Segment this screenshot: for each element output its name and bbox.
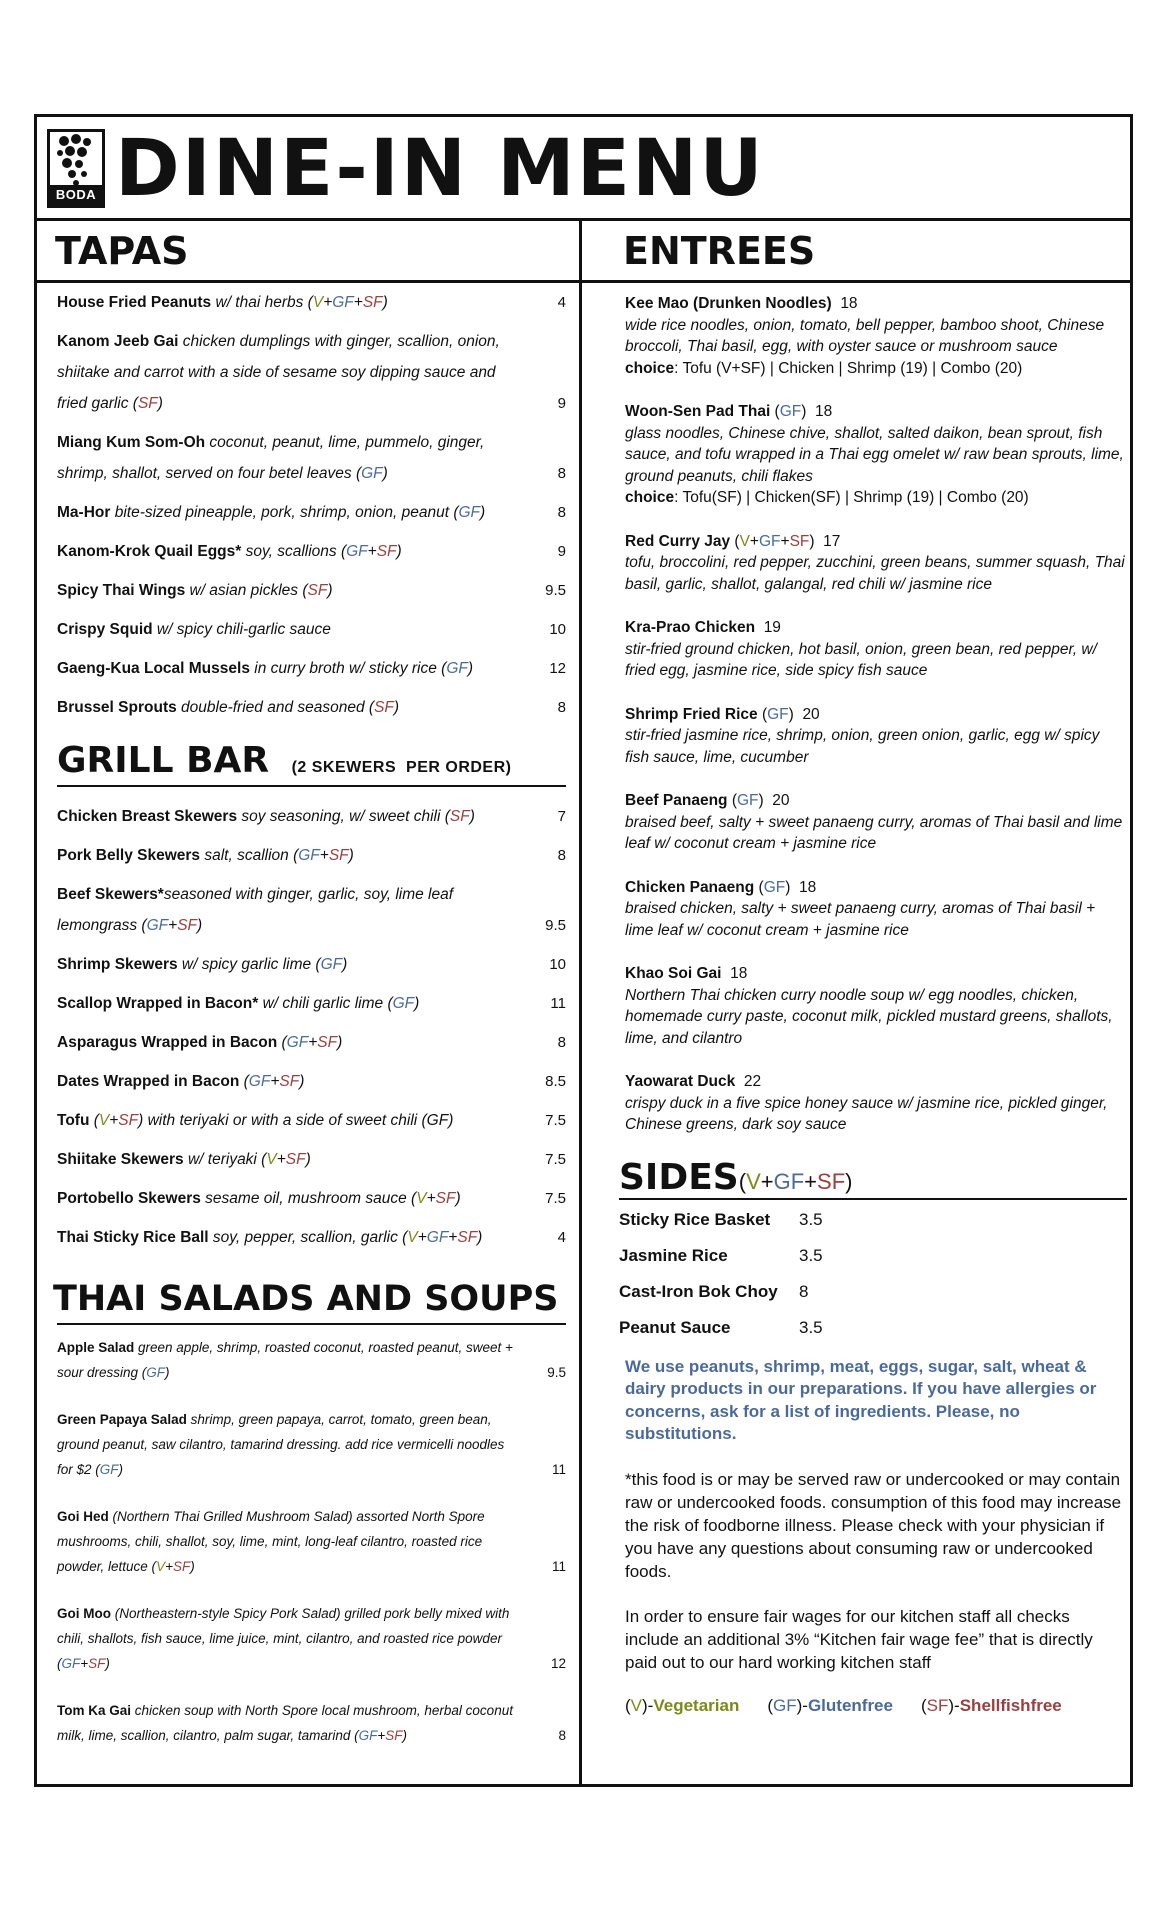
- tag-separator: +: [367, 543, 377, 560]
- tapas-item: [57, 575, 566, 606]
- item-description: soy, scallions (GF+SF): [241, 543, 402, 560]
- grill-list: [57, 801, 566, 1253]
- item-name: Woon-Sen Pad Thai: [625, 403, 771, 420]
- item-description: double-fried and seasoned (SF): [176, 699, 400, 716]
- item-price: 11: [550, 995, 566, 1012]
- item-price: 9.5: [545, 917, 566, 934]
- menu-header: [37, 117, 1130, 221]
- item-price: 9: [557, 395, 566, 412]
- diet-tag-sf: SF: [457, 1229, 478, 1246]
- item-name: Chicken Panaeng: [625, 878, 755, 896]
- item-description: Northern Thai chicken curry noodle soup w/ egg noodles, chicken, homemade curry paste, coconut milk, pickled mustard greens, shallots, lime, and cilantro: [625, 986, 1113, 1047]
- entree-title-line: [625, 1071, 1125, 1093]
- diet-tag-sf: SF: [307, 582, 328, 599]
- item-price: 11: [551, 1559, 566, 1574]
- diet-tag-sf: SF: [328, 847, 349, 864]
- item-price: 22: [735, 1073, 762, 1090]
- grill-heading-row: [57, 741, 566, 787]
- side-item: [619, 1310, 1125, 1346]
- choice-label: choice: [625, 359, 675, 377]
- item-name: Apple Salad: [57, 1340, 135, 1355]
- item-price: 8.5: [545, 1073, 566, 1090]
- tapas-heading: TAPAS: [55, 229, 189, 273]
- item-price: 3.5: [799, 1317, 823, 1337]
- grill-item: [57, 1105, 566, 1136]
- diet-tag-v: V: [416, 1190, 427, 1207]
- item-price: 8: [557, 504, 566, 521]
- tag-separator: +: [109, 1112, 119, 1129]
- diet-tag-gf: GF: [361, 465, 383, 482]
- item-name: Tom Ka Gai: [57, 1703, 132, 1718]
- tapas-item: [57, 326, 566, 419]
- legend-label: Shellfishfree: [959, 1695, 1062, 1715]
- diet-tag-v: V: [266, 1151, 277, 1168]
- side-item: [619, 1238, 1125, 1274]
- diet-tag-gf: GF: [146, 1365, 166, 1380]
- grill-item: [57, 879, 566, 941]
- item-description: w/ chili garlic lime (GF): [258, 995, 420, 1012]
- item-price: 10: [549, 956, 566, 973]
- item-name: Spicy Thai Wings: [57, 582, 186, 599]
- item-name: Kra-Prao Chicken: [625, 619, 756, 636]
- entree-item: [625, 1071, 1125, 1136]
- item-name: Shrimp Skewers: [57, 956, 178, 973]
- entree-title-line: [625, 790, 1125, 812]
- item-price: 18: [790, 878, 817, 896]
- item-description: salt, scallion (GF+SF): [200, 847, 354, 864]
- diet-tag-gf: GF: [99, 1462, 119, 1477]
- salad-item: [57, 1698, 566, 1748]
- wage-notice: In order to ensure fair wages for our kitchen staff all checks include an additional 3% “Kitchen fair wage fee” that is directly paid out to our hard working kitchen staff: [625, 1606, 1093, 1672]
- diet-tag-sf: SF: [177, 917, 197, 934]
- tapas-list: [57, 287, 566, 723]
- legend-item: (GF)-Glutenfree: [767, 1695, 893, 1715]
- entree-item: [625, 531, 1125, 596]
- item-name: Red Curry Jay: [625, 532, 731, 550]
- diet-tag-v: V: [739, 532, 750, 550]
- item-name: Beef Skewers*: [57, 886, 164, 903]
- item-description: wide rice noodles, onion, tomato, bell pepper, bamboo shoot, Chinese broccoli, Thai basil, egg, with oyster sauce or mushroom sauce: [625, 316, 1105, 355]
- diet-tag-gf: GF: [426, 1229, 449, 1246]
- item-name: Gaeng-Kua Local Mussels: [57, 660, 250, 677]
- item-description: braised chicken, salty + sweet panaeng curry, aromas of Thai basil + lime leaf w/ coconut cream + jasmine rice: [625, 900, 1096, 939]
- sides-heading: SIDES: [619, 1156, 739, 1198]
- item-name: Portobello Skewers: [57, 1190, 201, 1207]
- item-choice: [625, 487, 1125, 509]
- grill-item: [57, 949, 566, 980]
- diet-tag-gf: GF: [736, 792, 759, 809]
- diet-tag-gf: GF: [773, 1168, 805, 1194]
- sides-list: [619, 1202, 1125, 1346]
- item-price: 10: [549, 621, 566, 638]
- diet-tag-sf: SF: [279, 1073, 300, 1090]
- tag-separator: +: [760, 1168, 774, 1194]
- entree-title-line: [625, 617, 1125, 639]
- diet-tag-sf: SF: [362, 294, 383, 311]
- item-price: 8: [557, 465, 566, 482]
- item-price: 12: [550, 1656, 566, 1671]
- logo-text: BODA: [50, 185, 102, 205]
- legend-item: (V)-Vegetarian: [625, 1695, 740, 1715]
- grill-item: [57, 1144, 566, 1175]
- diet-tag-gf: GF: [758, 532, 781, 550]
- item-name: Dates Wrapped in Bacon: [57, 1073, 240, 1090]
- salads-heading-row: [53, 1277, 566, 1325]
- item-price: 7.5: [545, 1151, 566, 1168]
- item-name: Miang Kum Som-Oh: [57, 434, 206, 451]
- grill-item: [57, 801, 566, 832]
- diet-tag-sf: SF: [374, 699, 394, 716]
- item-price: 7.5: [545, 1190, 566, 1207]
- tag-separator: +: [323, 294, 333, 311]
- legend-item: (SF)-Shellfishfree: [920, 1695, 1062, 1715]
- item-description: (Northeastern-style Spicy Pork Salad) grilled pork belly mixed with chili, shallots, fish sauce, lime juice, mint, cilantro, and roasted rice powder (GF+SF): [57, 1606, 510, 1671]
- item-diet-tags: (GF): [770, 403, 807, 420]
- item-price: 9.5: [545, 582, 566, 599]
- item-name: Shiitake Skewers: [57, 1151, 184, 1168]
- item-diet-tags: (V+GF+SF): [730, 532, 815, 550]
- diet-tag-gf: GF: [320, 956, 343, 973]
- item-description: w/ spicy garlic lime (GF): [177, 956, 348, 973]
- item-description: coconut, peanut, lime, pummelo, ginger, shrimp, shallot, served on four betel leaves (GF): [57, 434, 485, 482]
- tapas-item: [57, 536, 566, 567]
- item-name: Thai Sticky Rice Ball: [57, 1229, 209, 1246]
- item-price: 18: [721, 965, 748, 982]
- diet-legend: [625, 1696, 1125, 1716]
- item-price: 7.5: [545, 1112, 566, 1129]
- item-price: 3.5: [799, 1245, 823, 1265]
- salads-heading: THAI SALADS AND SOUPS: [53, 1279, 559, 1319]
- item-name: Khao Soi Gai: [625, 965, 722, 982]
- diet-tag-sf: SF: [435, 1190, 456, 1207]
- item-description: w/ spicy chili-garlic sauce: [152, 621, 331, 638]
- entree-item: [625, 877, 1125, 942]
- item-price: 7: [557, 808, 566, 825]
- raw-food-notice: *this food is or may be served raw or undercooked or may contain raw or undercooked foods. consumption of this food may increase the risk of foodborne illness. Please check with your physician if you have any questions about consuming raw or undercooked foods.: [625, 1469, 1122, 1581]
- diet-tag-gf: GF: [446, 660, 468, 677]
- diet-tag-gf: GF: [763, 878, 786, 896]
- tag-separator: +: [270, 1073, 280, 1090]
- diet-tag-gf: GF: [458, 504, 481, 521]
- item-description: w/ teriyaki (V+SF): [183, 1151, 311, 1168]
- item-price: 8: [557, 699, 566, 716]
- item-description: w/ asian pickles (SF): [185, 582, 333, 599]
- item-name: Cast-Iron Bok Choy: [619, 1281, 778, 1301]
- item-name: House Fried Peanuts: [57, 294, 212, 311]
- tapas-item: [57, 497, 566, 528]
- item-choice: [625, 358, 1125, 380]
- entree-item: [625, 401, 1125, 509]
- item-price: 20: [763, 792, 790, 809]
- item-description: (Northern Thai Grilled Mushroom Salad) assorted North Spore mushrooms, chili, shallot, soy, lime, mint, long-leaf cilantro, roasted rice powder, lettuce (V+SF): [57, 1509, 485, 1574]
- tag-separator: +: [448, 1229, 458, 1246]
- item-price: 4: [557, 1229, 566, 1246]
- item-price: 18: [831, 295, 858, 312]
- item-name: Sticky Rice Basket: [619, 1209, 771, 1229]
- item-price: 17: [814, 532, 841, 550]
- item-diet-tags: (GF): [754, 878, 791, 896]
- tag-separator: +: [426, 1190, 436, 1207]
- legend-code: V: [630, 1695, 643, 1715]
- item-name: Shrimp Fried Rice: [625, 705, 758, 723]
- item-description: bite-sized pineapple, pork, shrimp, onion, peanut (GF): [110, 504, 486, 521]
- item-name: Asparagus Wrapped in Bacon: [57, 1034, 278, 1051]
- item-name: Beef Panaeng: [625, 792, 728, 809]
- entree-title-line: [625, 877, 1125, 899]
- entree-title-line: [625, 531, 1125, 553]
- left-column: [53, 287, 566, 1770]
- item-description: green apple, shrimp, roasted coconut, roasted peanut, sweet + sour dressing (GF): [57, 1340, 513, 1380]
- item-description: (GF+SF): [239, 1073, 305, 1090]
- item-name: Brussel Sprouts: [57, 699, 177, 716]
- tag-separator: +: [276, 1151, 286, 1168]
- item-description: soy seasoning, w/ sweet chili (SF): [237, 808, 475, 825]
- allergy-notice: We use peanuts, shrimp, meat, eggs, sugar, salt, wheat & dairy products in our preparations. If you have allergies or concerns, ask for a list of ingredients. Please, no substitutions.: [625, 1356, 1097, 1443]
- salad-item: [57, 1601, 566, 1676]
- item-description: soy, pepper, scallion, garlic (V+GF+SF): [208, 1229, 483, 1246]
- diet-tag-v: V: [156, 1559, 166, 1574]
- salad-item: [57, 1504, 566, 1579]
- entree-item: [625, 617, 1125, 682]
- tag-separator: +: [168, 917, 178, 934]
- tag-separator: +: [319, 847, 329, 864]
- diet-tag-sf: SF: [376, 543, 397, 560]
- diet-tag-sf: SF: [449, 808, 470, 825]
- right-column: [619, 287, 1125, 1716]
- diet-tag-v: V: [98, 1112, 110, 1129]
- tag-separator: +: [804, 1168, 818, 1194]
- diet-tag-gf: GF: [332, 294, 354, 311]
- diet-tag-sf: SF: [137, 395, 158, 412]
- diet-tag-gf: GF: [767, 705, 789, 723]
- column-headings: [37, 221, 1130, 283]
- item-price: 8: [557, 1034, 566, 1051]
- menu-frame: [34, 114, 1133, 1787]
- item-price: 8: [557, 847, 566, 864]
- diet-tag-sf: SF: [285, 1151, 306, 1168]
- grill-subheading: (2 SKEWERS PER ORDER): [291, 759, 512, 776]
- diet-tag-sf: SF: [789, 532, 810, 550]
- item-diet-tags: (GF): [757, 705, 794, 723]
- item-description: glass noodles, Chinese chive, shallot, salted daikon, bean sprout, fish sauce, and tofu wrapped in a Thai egg omelet w/ raw bean sprouts, lime, ground peanuts, chili flakes: [625, 424, 1124, 485]
- grill-item: [57, 1066, 566, 1097]
- item-description: seasoned with ginger, garlic, soy, lime leaf lemongrass (GF+SF): [57, 886, 454, 934]
- tag-separator: +: [80, 1656, 89, 1671]
- item-name: Kee Mao (Drunken Noodles): [625, 295, 832, 312]
- item-description: stir-fried ground chicken, hot basil, onion, green bean, red pepper, w/ fried egg, jasmine rice, side spicy fish sauce: [625, 640, 1097, 679]
- item-description: (GF+SF): [277, 1034, 343, 1051]
- item-price: 20: [793, 705, 820, 723]
- diet-tag-gf: GF: [346, 543, 368, 560]
- tag-separator: +: [417, 1229, 427, 1246]
- diet-tag-v: V: [407, 1229, 418, 1246]
- tapas-item: [57, 653, 566, 684]
- item-description: chicken soup with North Spore local mushroom, herbal coconut milk, lime, scallion, cilantro, palm sugar, tamarind (GF+SF): [57, 1703, 513, 1743]
- entree-item: [625, 704, 1125, 769]
- entree-title-line: [625, 293, 1125, 315]
- diet-tag-sf: SF: [817, 1168, 846, 1194]
- item-description: tofu, broccolini, red pepper, zucchini, green beans, summer squash, Thai basil, garlic, shallot, galangal, red chili w/ jasmine rice: [625, 554, 1125, 593]
- item-name: Chicken Breast Skewers: [57, 808, 238, 825]
- item-description: in curry broth w/ sticky rice (GF): [249, 660, 474, 677]
- tag-separator: +: [353, 294, 363, 311]
- item-name: Scallop Wrapped in Bacon*: [57, 995, 259, 1012]
- diet-tag-gf: GF: [358, 1728, 378, 1743]
- item-price: 4: [557, 294, 566, 311]
- legend-label: Vegetarian: [653, 1695, 740, 1715]
- column-divider: [579, 221, 582, 1787]
- salad-item: [57, 1335, 566, 1385]
- legend-label: Glutenfree: [807, 1695, 893, 1715]
- legend-code: SF: [926, 1695, 949, 1715]
- item-price: 8: [558, 1728, 566, 1743]
- item-name: Peanut Sauce: [619, 1317, 731, 1337]
- entrees-heading: ENTREES: [623, 229, 816, 273]
- page-title: DINE-IN MENU: [115, 124, 765, 214]
- item-name: Crispy Squid: [57, 621, 153, 638]
- tapas-item: [57, 692, 566, 723]
- item-description: w/ thai herbs (V+GF+SF): [211, 294, 388, 311]
- tapas-item: [57, 427, 566, 489]
- item-description: braised beef, salty + sweet panaeng curry, aromas of Thai basil and lime leaf w/ coconut cream + jasmine rice: [625, 813, 1123, 852]
- diet-tag-sf: SF: [118, 1112, 139, 1129]
- entree-title-line: [625, 401, 1125, 423]
- sides-diet-tags: (V+GF+SF): [738, 1168, 853, 1194]
- diet-tag-gf: GF: [779, 403, 802, 420]
- grill-item: [57, 1027, 566, 1058]
- boda-logo: [47, 129, 105, 208]
- tapas-item: [57, 614, 566, 645]
- grill-item: [57, 988, 566, 1019]
- grill-item: [57, 1222, 566, 1253]
- item-name: Yaowarat Duck: [625, 1073, 736, 1090]
- diet-tag-sf: SF: [172, 1559, 191, 1574]
- item-name: Kanom Jeeb Gai: [57, 333, 179, 350]
- item-name: Jasmine Rice: [619, 1245, 728, 1265]
- entree-item: [625, 293, 1125, 379]
- choice-options: : Tofu(SF) | Chicken(SF) | Shrimp (19) | Combo (20): [674, 489, 1029, 506]
- item-price: 9.5: [547, 1365, 566, 1380]
- entrees-list: [625, 293, 1125, 1136]
- tapas-item: [57, 287, 566, 318]
- tag-separator: +: [780, 532, 790, 550]
- entree-item: [625, 963, 1125, 1049]
- item-name: Goi Moo: [57, 1606, 111, 1621]
- entree-title-line: [625, 704, 1125, 726]
- salads-list: [57, 1335, 566, 1748]
- grill-item: [57, 1183, 566, 1214]
- item-price: 19: [755, 619, 781, 636]
- item-description: sesame oil, mushroom sauce (V+SF): [200, 1190, 461, 1207]
- item-price: 11: [551, 1462, 566, 1477]
- entree-title-line: [625, 963, 1125, 985]
- item-name: Tofu: [57, 1112, 90, 1129]
- item-name: Goi Hed: [57, 1509, 109, 1524]
- diet-tag-gf: GF: [286, 1034, 309, 1051]
- item-price: 3.5: [799, 1209, 823, 1229]
- diet-tag-gf: GF: [298, 847, 320, 864]
- item-price: 8: [799, 1281, 809, 1301]
- diet-tag-sf: SF: [317, 1034, 338, 1051]
- diet-tag-gf: GF: [146, 917, 169, 934]
- diet-tag-sf: SF: [385, 1728, 403, 1743]
- tag-separator: +: [308, 1034, 318, 1051]
- item-description: (V+SF) with teriyaki or with a side of sweet chili (GF): [89, 1112, 454, 1129]
- entree-item: [625, 790, 1125, 855]
- tag-separator: +: [377, 1728, 386, 1743]
- item-name: Kanom-Krok Quail Eggs*: [57, 543, 242, 560]
- item-price: 18: [806, 403, 833, 420]
- item-name: Pork Belly Skewers: [57, 847, 201, 864]
- side-item: [619, 1274, 1125, 1310]
- diet-tag-v: V: [746, 1168, 761, 1194]
- item-price: 9: [557, 543, 566, 560]
- grill-item: [57, 840, 566, 871]
- grill-heading: GRILL BAR: [57, 740, 270, 781]
- diet-tag-sf: SF: [88, 1656, 106, 1671]
- tag-separator: +: [749, 532, 759, 550]
- item-description: chicken dumplings with ginger, scallion, onion, shiitake and carrot with a side of sesame soy dipping sauce and fried garlic (SF): [57, 333, 500, 412]
- legend-code: GF: [773, 1695, 797, 1715]
- item-name: Ma-Hor: [57, 504, 111, 521]
- diet-tag-gf: GF: [61, 1656, 81, 1671]
- item-description: crispy duck in a five spice honey sauce w/ jasmine rice, pickled ginger, Chinese greens, dark soy sauce: [625, 1094, 1108, 1133]
- item-description: shrimp, green papaya, carrot, tomato, green bean, ground peanut, saw cilantro, tamarind dressing. add rice vermicelli noodles for $2 (GF): [57, 1412, 505, 1477]
- diet-tag-gf: GF: [392, 995, 415, 1012]
- sides-heading-row: [619, 1158, 1127, 1200]
- side-item: [619, 1202, 1125, 1238]
- choice-label: choice: [625, 489, 675, 506]
- diet-tag-gf: GF: [248, 1073, 271, 1090]
- item-description: stir-fried jasmine rice, shrimp, onion, green onion, garlic, egg w/ spicy fish sauce, lime, cucumber: [625, 727, 1100, 766]
- item-diet-tags: (GF): [727, 792, 764, 809]
- item-price: 12: [549, 660, 566, 677]
- diet-tag-v: V: [312, 294, 324, 311]
- choice-options: : Tofu (V+SF) | Chicken | Shrimp (19) | Combo (20): [674, 359, 1023, 377]
- item-name: Green Papaya Salad: [57, 1412, 187, 1427]
- salad-item: [57, 1407, 566, 1482]
- tag-separator: +: [165, 1559, 173, 1574]
